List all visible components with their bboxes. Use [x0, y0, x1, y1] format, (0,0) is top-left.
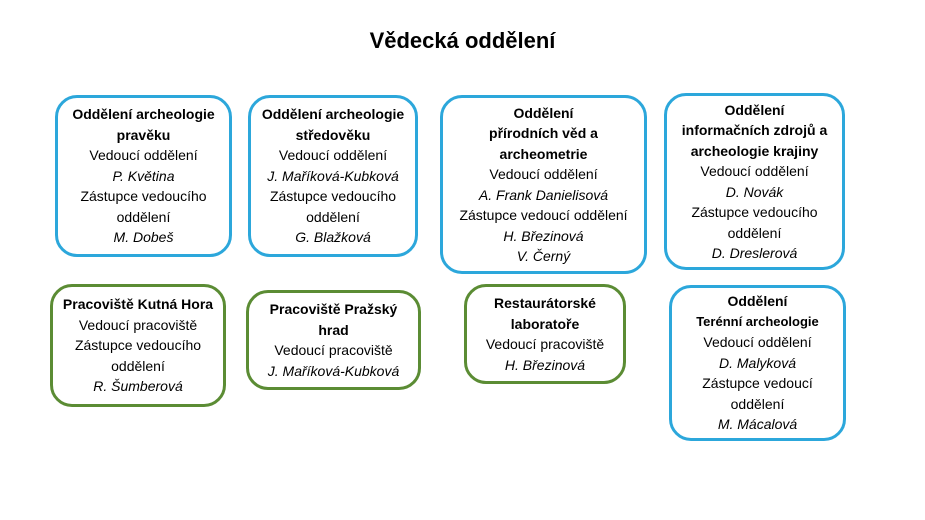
role-label: Vedoucí oddělení	[489, 166, 598, 182]
box-heading-line: středověku	[295, 126, 371, 143]
person-name: V. Černý	[516, 248, 571, 264]
person-name: D. Dreslerová	[711, 245, 798, 261]
box-heading-line: Oddělení	[727, 293, 788, 310]
role-label: Zástupce vedoucího	[74, 337, 202, 354]
box-oddeleni-terenni-archeologie	[669, 285, 846, 441]
role-label: Zástupce vedoucí	[702, 375, 813, 392]
person-name: J. Maříková-Kubková	[267, 167, 399, 184]
person-name: D. Novák	[725, 183, 784, 200]
person-name: A. Frank Danielisová	[478, 186, 609, 203]
role-label: Zástupce vedoucího	[269, 188, 397, 205]
role-label: oddělení	[730, 395, 785, 412]
role-label: Vedoucí pracoviště	[274, 342, 393, 358]
box-oddeleni-informacnich-zdroju	[664, 93, 845, 270]
box-heading-line: pravěku	[116, 126, 171, 143]
role-label: Vedoucí oddělení	[89, 147, 198, 164]
box-heading-line: Pracoviště Pražský	[269, 301, 398, 317]
box-heading-line: Restaurátorské	[494, 295, 596, 311]
person-name: M. Mácalová	[717, 416, 798, 433]
role-label: Zástupce vedoucího	[80, 188, 207, 205]
box-heading-line: archeologie krajiny	[690, 142, 819, 159]
box-pracoviste-prazsky-hrad	[246, 290, 421, 390]
person-name: J. Maříková-Kubková	[267, 362, 400, 379]
role-label: oddělení	[116, 208, 171, 225]
box-heading-line: Oddělení	[513, 104, 574, 121]
role-label: oddělení	[306, 208, 360, 225]
role-label: oddělení	[111, 357, 165, 374]
box-heading-line: Terénní archeologie	[696, 313, 819, 329]
person-name: P. Květina	[112, 167, 175, 184]
box-heading-line: hrad	[318, 321, 349, 338]
role-label: Vedoucí pracoviště	[485, 336, 605, 352]
role-label: oddělení	[727, 224, 782, 241]
person-name: R. Šumberová	[93, 378, 183, 395]
box-oddeleni-archeologie-praveku	[55, 95, 232, 257]
role-label: Vedoucí oddělení	[700, 163, 809, 179]
box-heading-line: přírodních věd a	[489, 125, 598, 141]
role-label: Vedoucí pracoviště	[78, 316, 198, 333]
role-label: Zástupce vedoucí oddělení	[459, 207, 628, 223]
box-heading-line: Oddělení archeologie	[261, 106, 405, 123]
person-name: M. Dobeš	[113, 229, 174, 246]
box-heading-line: Oddělení archeologie	[72, 106, 215, 123]
box-restauratorske-laboratore	[464, 284, 626, 384]
person-name: H. Březinová	[504, 356, 586, 373]
box-heading-line: laboratoře	[510, 315, 580, 332]
person-name: H. Březinová	[503, 227, 584, 244]
box-heading-line: Oddělení	[724, 101, 785, 118]
box-heading-line: archeometrie	[499, 145, 588, 162]
box-heading-line: informačních zdrojů a	[681, 122, 828, 138]
role-label: Vedoucí oddělení	[278, 147, 388, 164]
box-oddeleni-archeologie-stredoveku	[248, 95, 418, 257]
role-label: Vedoucí oddělení	[703, 334, 812, 351]
box-pracoviste-kutna-hora	[50, 284, 226, 407]
box-oddeleni-prirodnich-ved	[440, 95, 647, 274]
role-label: Zástupce vedoucího	[691, 204, 818, 220]
box-heading-line: Pracoviště Kutná Hora	[62, 296, 214, 313]
page-title: Vědecká oddělení	[369, 28, 556, 53]
person-name: G. Blažková	[295, 229, 371, 246]
person-name: D. Malyková	[718, 354, 797, 371]
